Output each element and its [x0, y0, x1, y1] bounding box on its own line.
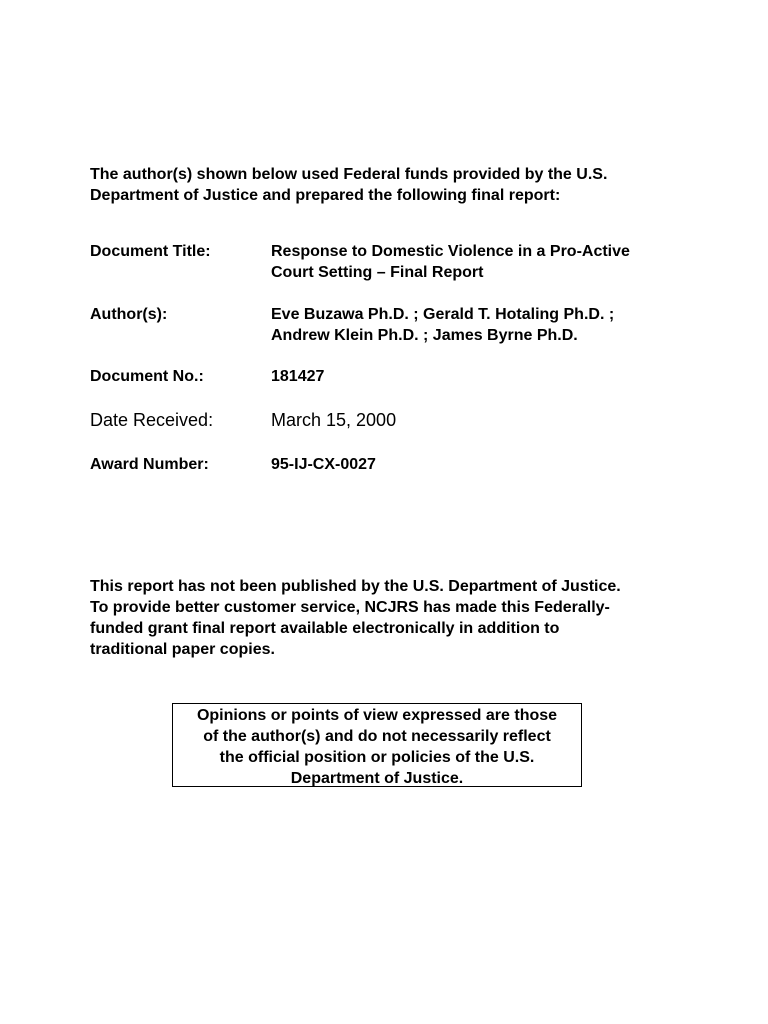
document-no-value: 181427	[271, 368, 325, 385]
document-no-label: Document No.:	[90, 368, 204, 385]
authors-line-1: Eve Buzawa Ph.D. ; Gerald T. Hotaling Ph.D. ;	[271, 306, 615, 323]
award-number-row	[90, 454, 730, 475]
award-number-label: Award Number:	[90, 456, 209, 473]
intro-line-1: The author(s) shown below used Federal funds provided by the U.S.	[90, 166, 608, 183]
award-number-value: 95-IJ-CX-0027	[271, 456, 376, 473]
document-title-label: Document Title:	[90, 243, 211, 260]
authors-label: Author(s):	[90, 306, 168, 323]
document-title-row	[90, 241, 730, 283]
disclaimer-box	[172, 703, 582, 787]
authors-line-2: Andrew Klein Ph.D. ; James Byrne Ph.D.	[271, 327, 578, 344]
disclaimer-line-1: Opinions or points of view expressed are those	[196, 707, 558, 724]
notice-line-4: traditional paper copies.	[90, 641, 275, 658]
disclaimer-line-2: of the author(s) and do not necessarily reflect	[203, 728, 551, 745]
document-title-line-2: Court Setting – Final Report	[271, 264, 484, 281]
disclaimer-line-3: the official position or policies of the U.S.	[219, 749, 535, 766]
authors-row	[90, 304, 730, 346]
notice-line-1: This report has not been published by the U.S. Department of Justice.	[90, 578, 621, 595]
date-received-label: Date Received:	[90, 410, 214, 430]
date-received-value: March 15, 2000	[271, 410, 397, 430]
authors-value	[271, 304, 730, 346]
notice-line-2: To provide better customer service, NCJRS has made this Federally-	[90, 599, 610, 616]
disclaimer-line-4: Department of Justice.	[290, 770, 464, 787]
document-title-line-1: Response to Domestic Violence in a Pro-Active	[271, 243, 630, 260]
publication-notice	[90, 576, 690, 660]
date-received-row	[90, 409, 730, 431]
document-no-row	[90, 366, 730, 387]
document-title-value	[271, 241, 730, 283]
intro-statement	[90, 164, 690, 206]
intro-line-2: Department of Justice and prepared the following final report:	[90, 187, 561, 204]
notice-line-3: funded grant final report available electronically in addition to	[90, 620, 560, 637]
